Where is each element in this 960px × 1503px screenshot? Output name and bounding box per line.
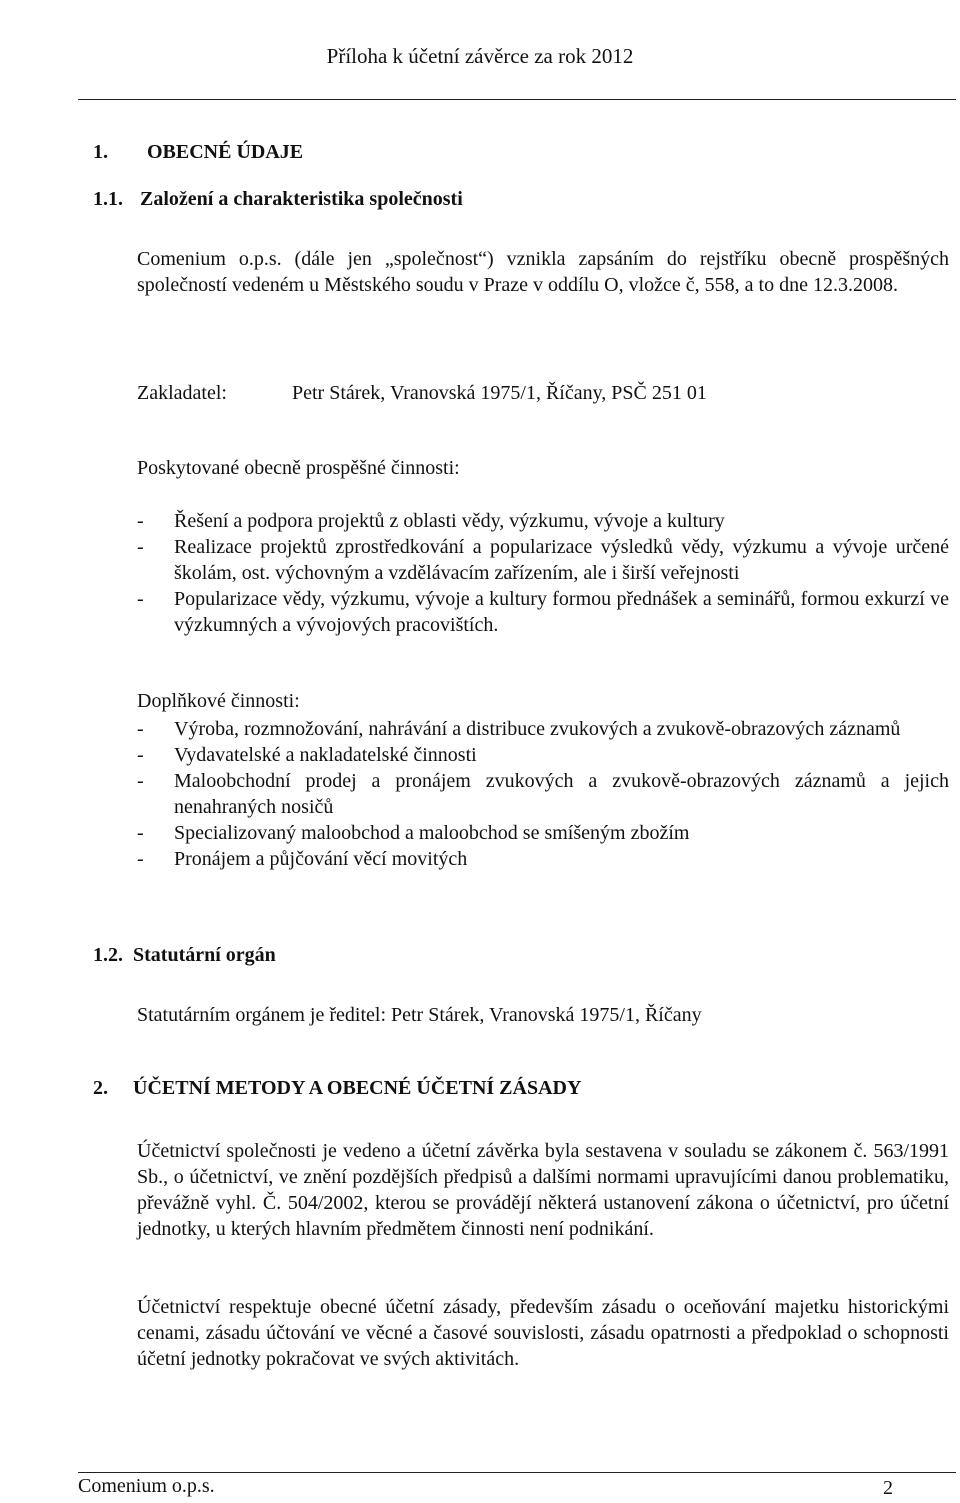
- list-item: - Realizace projektů zprostředkování a popularizace výsledků vědy, výzkumu a vývoje určené školám, ost. výchovným a vzdělávacím zařízením, ale i širší veřejnosti: [137, 534, 949, 586]
- founder-value: Petr Stárek, Vranovská 1975/1, Říčany, PSČ 251 01: [292, 382, 707, 404]
- section-1-title: OBECNÉ ÚDAJE: [147, 141, 304, 163]
- list-item: - Specializovaný maloobchod a maloobchod se smíšeným zbožím: [137, 820, 949, 846]
- section-2-title: ÚČETNÍ METODY A OBECNÉ ÚČETNÍ ZÁSADY: [133, 1077, 582, 1099]
- subsection-1-2-title: Statutární orgán: [133, 944, 276, 966]
- page-number: 2: [883, 1477, 893, 1499]
- subsection-1-2-heading: [93, 944, 276, 967]
- founder-row: [137, 382, 707, 405]
- additional-activities-list: [137, 716, 949, 872]
- subsection-1-1-number: 1.1.: [93, 188, 123, 210]
- section-2-number: 2.: [93, 1077, 108, 1099]
- services-heading: Poskytované obecně prospěšné činnosti:: [137, 457, 460, 479]
- footer-divider: [78, 1472, 956, 1473]
- services-list: [137, 508, 949, 638]
- company-intro-paragraph: Comenium o.p.s. (dále jen „společnost“) vznikla zapsáním do rejstříku obecně prospěšných společností vedeném u Městského soudu v Praze v oddílu O, vložce č, 558, a to dne 12.3.2008.: [137, 248, 949, 296]
- subsection-1-1-heading: [93, 188, 463, 211]
- list-item: - Vydavatelské a nakladatelské činnosti: [137, 742, 949, 768]
- founder-label: Zakladatel:: [137, 382, 227, 404]
- subsection-1-1-title: Založení a charakteristika společnosti: [140, 188, 463, 210]
- accounting-principles-paragraph: Účetnictví respektuje obecné účetní zásady, především zásadu o oceňování majetku historickými cenami, zásadu účtování ve věcné a časové souvislosti, zásadu opatrnosti a předpoklad o schopnosti účetní jednotky pokračovat ve svých aktivitách.: [137, 1296, 949, 1370]
- statutory-body-text: Statutárním orgánem je ředitel: Petr Stárek, Vranovská 1975/1, Říčany: [137, 1004, 702, 1026]
- section-2-heading: [93, 1077, 581, 1100]
- list-item: - Maloobchodní prodej a pronájem zvukových a zvukově-obrazových záznamů a jejich nenahraných nosičů: [137, 768, 949, 820]
- accounting-methods-paragraph: Účetnictví společnosti je vedeno a účetní závěrka byla sestavena v souladu se zákonem č. 563/1991 Sb., o účetnictví, ve znění pozdějších předpisů a dalšími normami upravujícími danou problematiku, převážně vyhl. Č. 504/2002, kterou se provádějí některá ustanovení zákona o účetnictví, pro účetní jednotky, u kterých hlavním předmětem činnosti není podnikání.: [137, 1140, 949, 1240]
- list-item: - Řešení a podpora projektů z oblasti vědy, výzkumu, vývoje a kultury: [137, 508, 949, 534]
- list-item: - Pronájem a půjčování věcí movitých: [137, 846, 949, 872]
- section-1-number: 1.: [93, 141, 108, 163]
- section-1-heading: [93, 141, 303, 164]
- subsection-1-2-number: 1.2.: [93, 944, 123, 966]
- list-item: - Popularizace vědy, výzkumu, vývoje a kultury formou přednášek a seminářů, formou exkurzí ve výzkumných a vývojových pracovištích.: [137, 586, 949, 638]
- list-item: - Výroba, rozmnožování, nahrávání a distribuce zvukových a zvukově-obrazových záznamů: [137, 716, 949, 742]
- footer-company-name: Comenium o.p.s.: [78, 1475, 215, 1497]
- header-divider: [78, 99, 956, 100]
- additional-activities-heading: Doplňkové činnosti:: [137, 690, 300, 712]
- page-header-title: Příloha k účetní závěrce za rok 2012: [326, 44, 634, 68]
